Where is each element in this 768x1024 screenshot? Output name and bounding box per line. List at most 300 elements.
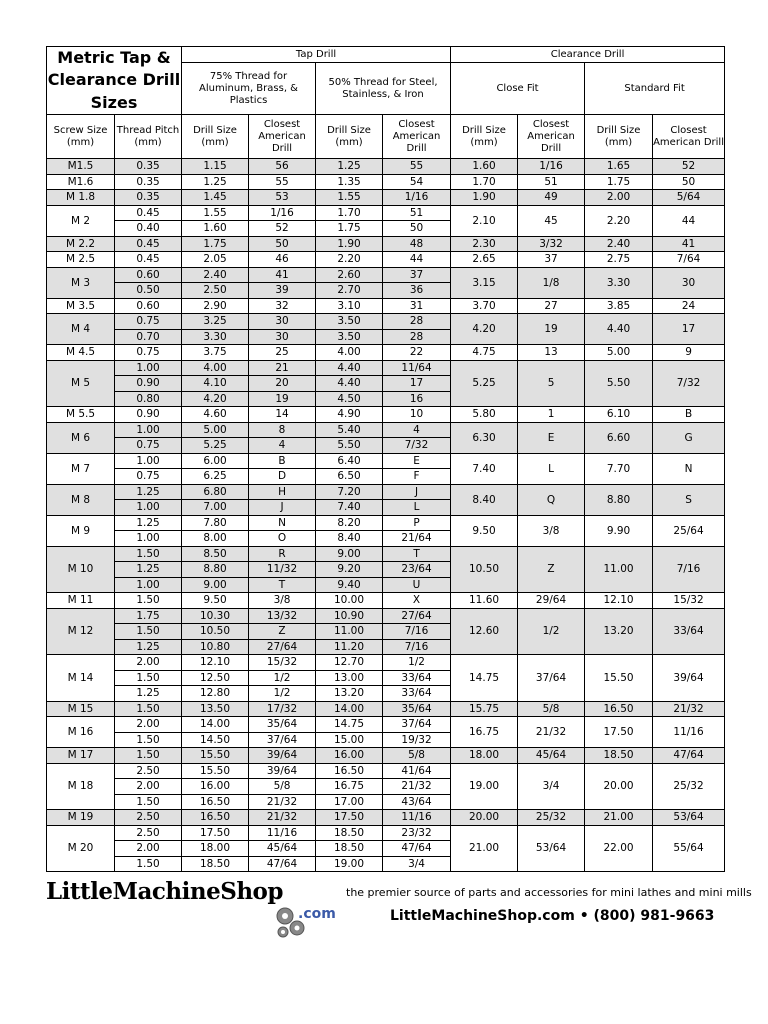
tap50-american-cell: 7/32: [383, 438, 451, 454]
screw-size-cell: M 7: [47, 453, 115, 484]
tap50-drill-cell: 1.90: [316, 236, 383, 252]
standard-fit-american-cell: B: [653, 407, 725, 423]
close-fit-drill-cell: 10.50: [451, 546, 518, 593]
thread-pitch-cell: 1.50: [115, 546, 182, 562]
tap75-drill-cell: 16.50: [182, 810, 249, 826]
tap50-drill-cell: 16.75: [316, 779, 383, 795]
tap50-american-cell: 51: [383, 205, 451, 221]
tap50-american-cell: 21/64: [383, 531, 451, 547]
standard-fit-header: Standard Fit: [585, 63, 725, 115]
thread-pitch-cell: 0.90: [115, 376, 182, 392]
table-row: [47, 267, 725, 283]
tap75-american-cell: 37/64: [249, 732, 316, 748]
tap75-american-cell: 47/64: [249, 856, 316, 872]
tap75-drill-cell: 2.50: [182, 283, 249, 299]
tap75-drill-cell: 13.50: [182, 701, 249, 717]
close-fit-american-cell: 27: [518, 298, 585, 314]
close-fit-drill-cell: 3.70: [451, 298, 518, 314]
standard-fit-american-cell: 5/64: [653, 190, 725, 206]
thread-pitch-cell: 1.25: [115, 562, 182, 578]
tap75-drill-cell: 7.80: [182, 515, 249, 531]
screw-size-cell: M 3: [47, 267, 115, 298]
close-fit-drill-cell: 18.00: [451, 748, 518, 764]
screw-size-cell: M 5: [47, 360, 115, 407]
tap75-drill-cell: 2.90: [182, 298, 249, 314]
tap75-drill-cell: 3.25: [182, 314, 249, 330]
tap50-american-cell: 23/32: [383, 825, 451, 841]
standard-fit-drill-cell: 2.00: [585, 190, 653, 206]
tap75-drill-cell: 6.25: [182, 469, 249, 485]
table-row: [47, 314, 725, 330]
tap50-american-cell: 22: [383, 345, 451, 361]
tap50-american-cell: 48: [383, 236, 451, 252]
standard-fit-american-cell: 33/64: [653, 608, 725, 655]
tap50-american-cell: 43/64: [383, 794, 451, 810]
tap50-drill-cell: 2.20: [316, 252, 383, 268]
table-row: [47, 453, 725, 469]
close-fit-american-cell: 29/64: [518, 593, 585, 609]
table-row: [47, 159, 725, 175]
standard-fit-drill-cell: 3.30: [585, 267, 653, 298]
footer: [46, 878, 752, 948]
thread-pitch-header: Thread Pitch (mm): [115, 115, 182, 159]
standard-fit-drill-cell: 13.20: [585, 608, 653, 655]
close-fit-american-cell: L: [518, 453, 585, 484]
thread-pitch-cell: 2.50: [115, 810, 182, 826]
tap50-american-cell: 3/4: [383, 856, 451, 872]
tap75-american-cell: 30: [249, 314, 316, 330]
tap75-drill-cell: 7.00: [182, 500, 249, 516]
thread-pitch-cell: 1.50: [115, 670, 182, 686]
tap50-drill-cell: 3.10: [316, 298, 383, 314]
screw-size-cell: M 4: [47, 314, 115, 345]
thread-75-header: 75% Thread for Aluminum, Brass, & Plastics: [182, 63, 316, 115]
tap50-drill-cell: 6.40: [316, 453, 383, 469]
close-fit-american-cell: 13: [518, 345, 585, 361]
table-row: [47, 763, 725, 779]
standard-fit-drill-cell: 9.90: [585, 515, 653, 546]
contact-info: LittleMachineShop.com • (800) 981-9663: [390, 908, 715, 924]
tap75-american-cell: R: [249, 546, 316, 562]
standard-fit-drill-cell: 5.00: [585, 345, 653, 361]
tap75-drill-cell: 5.25: [182, 438, 249, 454]
standard-fit-american-cell: 7/64: [653, 252, 725, 268]
tap50-drill-cell: 6.50: [316, 469, 383, 485]
tap50-drill-cell: 3.50: [316, 329, 383, 345]
standard-fit-american-cell: 47/64: [653, 748, 725, 764]
close-fit-drill-cell: 15.75: [451, 701, 518, 717]
tap50-drill-cell: 7.20: [316, 484, 383, 500]
table-row: [47, 407, 725, 423]
tap75-american-cell: 39/64: [249, 748, 316, 764]
tap50-drill-cell: 9.00: [316, 546, 383, 562]
tap50-drill-cell: 7.40: [316, 500, 383, 516]
table-row: [47, 236, 725, 252]
thread-pitch-cell: 1.50: [115, 748, 182, 764]
tap-drill-header: Tap Drill: [182, 47, 451, 63]
table-row: [47, 345, 725, 361]
tap75-drill-cell: 4.10: [182, 376, 249, 392]
tap75-american-cell: 52: [249, 221, 316, 237]
close-fit-american-cell: 45: [518, 205, 585, 236]
close-fit-drill-cell: 2.10: [451, 205, 518, 236]
tap50-american-cell: 1/16: [383, 190, 451, 206]
tap50-american-cell: 17: [383, 376, 451, 392]
close-fit-american-cell: 1/2: [518, 608, 585, 655]
tap50-american-cell: P: [383, 515, 451, 531]
tap50-american-cell: 21/32: [383, 779, 451, 795]
tap75-american-cell: 19: [249, 391, 316, 407]
standard-fit-drill-cell: 1.65: [585, 159, 653, 175]
screw-size-cell: M1.5: [47, 159, 115, 175]
standard-fit-american-cell: 21/32: [653, 701, 725, 717]
tap75-american-cell: 8: [249, 422, 316, 438]
tap50-drill-cell: 8.40: [316, 531, 383, 547]
close-fit-american-cell: Z: [518, 546, 585, 593]
tap50-american-cell: 41/64: [383, 763, 451, 779]
tap50-american-cell: 28: [383, 314, 451, 330]
tap75-drill-cell: 1.55: [182, 205, 249, 221]
screw-size-cell: M 12: [47, 608, 115, 655]
tap50-drill-cell: 17.50: [316, 810, 383, 826]
standard-fit-american-cell: 9: [653, 345, 725, 361]
thread-pitch-cell: 1.50: [115, 732, 182, 748]
tap75-drill-cell: 1.75: [182, 236, 249, 252]
tap50-drill-cell: 4.40: [316, 376, 383, 392]
table-row: [47, 190, 725, 206]
screw-size-cell: M 14: [47, 655, 115, 702]
close-fit-american-cell: 1/16: [518, 159, 585, 175]
table-row: [47, 593, 725, 609]
standard-fit-drill-cell: 2.75: [585, 252, 653, 268]
tap50-drill-cell: 12.70: [316, 655, 383, 671]
tap75-drill-cell: 4.20: [182, 391, 249, 407]
tap50-drill-cell: 10.90: [316, 608, 383, 624]
table-row: [47, 701, 725, 717]
close-fit-american-cell: 3/4: [518, 763, 585, 810]
close-fit-drill-cell: 16.75: [451, 717, 518, 748]
standard-fit-american-cell: 50: [653, 174, 725, 190]
tap75-drill-cell: 18.00: [182, 841, 249, 857]
screw-size-header: Screw Size (mm): [47, 115, 115, 159]
tap75-american-cell: 20: [249, 376, 316, 392]
close-fit-american-cell: 37/64: [518, 655, 585, 702]
standard-fit-american-cell: 25/32: [653, 763, 725, 810]
drill-size-header: Drill Size (mm): [316, 115, 383, 159]
tap50-drill-cell: 16.00: [316, 748, 383, 764]
tap50-american-cell: E: [383, 453, 451, 469]
tap75-american-cell: 11/32: [249, 562, 316, 578]
tap75-american-cell: 35/64: [249, 717, 316, 733]
close-fit-american-cell: 37: [518, 252, 585, 268]
close-fit-drill-cell: 2.30: [451, 236, 518, 252]
tap50-drill-cell: 10.00: [316, 593, 383, 609]
tap50-american-cell: 5/8: [383, 748, 451, 764]
tap75-american-cell: Z: [249, 624, 316, 640]
tap50-drill-cell: 4.90: [316, 407, 383, 423]
thread-pitch-cell: 0.45: [115, 252, 182, 268]
close-fit-drill-cell: 4.20: [451, 314, 518, 345]
tap50-american-cell: U: [383, 577, 451, 593]
tap75-drill-cell: 10.80: [182, 639, 249, 655]
tap75-drill-cell: 12.80: [182, 686, 249, 702]
tap50-drill-cell: 1.25: [316, 159, 383, 175]
screw-size-cell: M 15: [47, 701, 115, 717]
screw-size-cell: M 11: [47, 593, 115, 609]
tap50-american-cell: 31: [383, 298, 451, 314]
screw-size-cell: M 3.5: [47, 298, 115, 314]
close-fit-drill-cell: 3.15: [451, 267, 518, 298]
close-fit-drill-cell: 2.65: [451, 252, 518, 268]
standard-fit-drill-cell: 2.40: [585, 236, 653, 252]
tap50-american-cell: 54: [383, 174, 451, 190]
tap50-drill-cell: 18.50: [316, 841, 383, 857]
thread-pitch-cell: 0.60: [115, 267, 182, 283]
tap75-drill-cell: 17.50: [182, 825, 249, 841]
standard-fit-drill-cell: 7.70: [585, 453, 653, 484]
standard-fit-american-cell: 52: [653, 159, 725, 175]
tap75-drill-cell: 8.00: [182, 531, 249, 547]
thread-pitch-cell: 0.45: [115, 236, 182, 252]
table-row: [47, 174, 725, 190]
screw-size-cell: M 10: [47, 546, 115, 593]
tap75-american-cell: 17/32: [249, 701, 316, 717]
tap50-drill-cell: 1.70: [316, 205, 383, 221]
standard-fit-american-cell: 7/32: [653, 360, 725, 407]
tap75-american-cell: J: [249, 500, 316, 516]
close-fit-drill-cell: 1.70: [451, 174, 518, 190]
close-fit-american-cell: 49: [518, 190, 585, 206]
tap75-drill-cell: 8.80: [182, 562, 249, 578]
tap50-drill-cell: 13.00: [316, 670, 383, 686]
table-row: [47, 546, 725, 562]
close-fit-drill-cell: 5.80: [451, 407, 518, 423]
thread-pitch-cell: 1.25: [115, 515, 182, 531]
table-title: Metric Tap & Clearance Drill Sizes: [47, 47, 182, 115]
tap50-drill-cell: 1.55: [316, 190, 383, 206]
tap75-drill-cell: 6.00: [182, 453, 249, 469]
close-fit-american-cell: 21/32: [518, 717, 585, 748]
tap75-american-cell: 50: [249, 236, 316, 252]
tap75-american-cell: 39: [249, 283, 316, 299]
close-fit-american-cell: E: [518, 422, 585, 453]
close-fit-drill-cell: 5.25: [451, 360, 518, 407]
close-fit-drill-cell: 12.60: [451, 608, 518, 655]
tap50-american-cell: 50: [383, 221, 451, 237]
drill-size-header: Drill Size (mm): [451, 115, 518, 159]
standard-fit-drill-cell: 21.00: [585, 810, 653, 826]
drill-size-header: Drill Size (mm): [585, 115, 653, 159]
screw-size-cell: M 1.8: [47, 190, 115, 206]
tap50-american-cell: X: [383, 593, 451, 609]
tap75-american-cell: B: [249, 453, 316, 469]
tap50-american-cell: 10: [383, 407, 451, 423]
thread-pitch-cell: 1.00: [115, 500, 182, 516]
tap75-american-cell: 4: [249, 438, 316, 454]
tap75-drill-cell: 4.00: [182, 360, 249, 376]
close-fit-drill-cell: 14.75: [451, 655, 518, 702]
standard-fit-american-cell: N: [653, 453, 725, 484]
thread-pitch-cell: 1.75: [115, 608, 182, 624]
tap75-american-cell: 11/16: [249, 825, 316, 841]
close-fit-drill-cell: 19.00: [451, 763, 518, 810]
tap50-american-cell: 27/64: [383, 608, 451, 624]
close-fit-drill-cell: 7.40: [451, 453, 518, 484]
tap50-american-cell: 7/16: [383, 639, 451, 655]
tap50-american-cell: L: [383, 500, 451, 516]
tap50-drill-cell: 1.75: [316, 221, 383, 237]
thread-pitch-cell: 0.40: [115, 221, 182, 237]
tap75-drill-cell: 12.10: [182, 655, 249, 671]
tap50-drill-cell: 11.00: [316, 624, 383, 640]
screw-size-cell: M 18: [47, 763, 115, 810]
tap50-american-cell: 35/64: [383, 701, 451, 717]
tap50-drill-cell: 2.70: [316, 283, 383, 299]
tap75-american-cell: 41: [249, 267, 316, 283]
tap-drill-table: [46, 46, 725, 872]
tap75-drill-cell: 2.40: [182, 267, 249, 283]
close-fit-american-cell: 45/64: [518, 748, 585, 764]
table-row: [47, 484, 725, 500]
logo-com: .com: [298, 906, 336, 922]
close-fit-american-cell: 51: [518, 174, 585, 190]
standard-fit-drill-cell: 2.20: [585, 205, 653, 236]
thread-pitch-cell: 2.00: [115, 779, 182, 795]
tap75-drill-cell: 3.75: [182, 345, 249, 361]
table-row: [47, 655, 725, 671]
close-fit-american-cell: 53/64: [518, 825, 585, 872]
table-row: [47, 748, 725, 764]
tap75-american-cell: H: [249, 484, 316, 500]
tap75-drill-cell: 15.50: [182, 763, 249, 779]
tap75-american-cell: D: [249, 469, 316, 485]
thread-pitch-cell: 1.50: [115, 624, 182, 640]
standard-fit-american-cell: 55/64: [653, 825, 725, 872]
thread-pitch-cell: 1.50: [115, 701, 182, 717]
close-fit-american-cell: 5/8: [518, 701, 585, 717]
standard-fit-american-cell: S: [653, 484, 725, 515]
tap50-drill-cell: 19.00: [316, 856, 383, 872]
close-fit-american-cell: 5: [518, 360, 585, 407]
thread-pitch-cell: 0.50: [115, 283, 182, 299]
tap50-american-cell: 33/64: [383, 670, 451, 686]
tap50-american-cell: J: [383, 484, 451, 500]
tap50-drill-cell: 2.60: [316, 267, 383, 283]
tap75-american-cell: 25: [249, 345, 316, 361]
table-row: [47, 252, 725, 268]
table-row: [47, 360, 725, 376]
thread-pitch-cell: 1.00: [115, 360, 182, 376]
tap50-american-cell: 11/16: [383, 810, 451, 826]
standard-fit-drill-cell: 22.00: [585, 825, 653, 872]
standard-fit-drill-cell: 8.80: [585, 484, 653, 515]
table-row: [47, 422, 725, 438]
standard-fit-american-cell: 39/64: [653, 655, 725, 702]
tap50-american-cell: T: [383, 546, 451, 562]
screw-size-cell: M 9: [47, 515, 115, 546]
logo: [46, 878, 346, 938]
tap75-american-cell: 21/32: [249, 810, 316, 826]
tap50-drill-cell: 5.50: [316, 438, 383, 454]
tap50-american-cell: 4: [383, 422, 451, 438]
tap75-drill-cell: 4.60: [182, 407, 249, 423]
tap75-drill-cell: 6.80: [182, 484, 249, 500]
tap75-american-cell: 39/64: [249, 763, 316, 779]
close-fit-drill-cell: 1.90: [451, 190, 518, 206]
thread-pitch-cell: 1.50: [115, 593, 182, 609]
tap75-drill-cell: 2.05: [182, 252, 249, 268]
tap75-drill-cell: 12.50: [182, 670, 249, 686]
tap75-american-cell: 3/8: [249, 593, 316, 609]
thread-pitch-cell: 2.00: [115, 655, 182, 671]
close-fit-american-cell: 1/8: [518, 267, 585, 298]
tap75-drill-cell: 8.50: [182, 546, 249, 562]
tap75-american-cell: 1/2: [249, 670, 316, 686]
tap75-american-cell: 30: [249, 329, 316, 345]
tap75-american-cell: 21: [249, 360, 316, 376]
standard-fit-drill-cell: 6.60: [585, 422, 653, 453]
standard-fit-american-cell: 53/64: [653, 810, 725, 826]
standard-fit-drill-cell: 3.85: [585, 298, 653, 314]
tap75-drill-cell: 10.50: [182, 624, 249, 640]
table-body: [47, 159, 725, 872]
tap75-american-cell: 32: [249, 298, 316, 314]
tap75-american-cell: N: [249, 515, 316, 531]
clearance-drill-header: Clearance Drill: [451, 47, 725, 63]
tap75-drill-cell: 1.25: [182, 174, 249, 190]
thread-50-header: 50% Thread for Steel, Stainless, & Iron: [316, 63, 451, 115]
close-fit-drill-cell: 9.50: [451, 515, 518, 546]
tap75-american-cell: 55: [249, 174, 316, 190]
tap50-drill-cell: 16.50: [316, 763, 383, 779]
tap75-american-cell: 53: [249, 190, 316, 206]
screw-size-cell: M 20: [47, 825, 115, 872]
thread-pitch-cell: 2.50: [115, 825, 182, 841]
standard-fit-drill-cell: 20.00: [585, 763, 653, 810]
thread-pitch-cell: 0.75: [115, 345, 182, 361]
closest-american-header: Closest American Drill: [249, 115, 316, 159]
close-fit-header: Close Fit: [451, 63, 585, 115]
close-fit-drill-cell: 21.00: [451, 825, 518, 872]
tap75-drill-cell: 15.50: [182, 748, 249, 764]
standard-fit-drill-cell: 16.50: [585, 701, 653, 717]
tap75-american-cell: 56: [249, 159, 316, 175]
thread-pitch-cell: 1.00: [115, 577, 182, 593]
screw-size-cell: M 8: [47, 484, 115, 515]
tap75-american-cell: 27/64: [249, 639, 316, 655]
tap50-drill-cell: 4.40: [316, 360, 383, 376]
thread-pitch-cell: 0.45: [115, 205, 182, 221]
thread-pitch-cell: 1.25: [115, 686, 182, 702]
tap75-american-cell: 13/32: [249, 608, 316, 624]
standard-fit-american-cell: 24: [653, 298, 725, 314]
thread-pitch-cell: 2.50: [115, 763, 182, 779]
screw-size-cell: M 2.2: [47, 236, 115, 252]
standard-fit-drill-cell: 5.50: [585, 360, 653, 407]
tap75-american-cell: 1/2: [249, 686, 316, 702]
tap50-drill-cell: 13.20: [316, 686, 383, 702]
standard-fit-drill-cell: 15.50: [585, 655, 653, 702]
close-fit-drill-cell: 6.30: [451, 422, 518, 453]
close-fit-american-cell: 3/8: [518, 515, 585, 546]
table-row: [47, 205, 725, 221]
close-fit-drill-cell: 20.00: [451, 810, 518, 826]
screw-size-cell: M 17: [47, 748, 115, 764]
close-fit-american-cell: Q: [518, 484, 585, 515]
standard-fit-drill-cell: 11.00: [585, 546, 653, 593]
thread-pitch-cell: 0.70: [115, 329, 182, 345]
thread-pitch-cell: 0.60: [115, 298, 182, 314]
